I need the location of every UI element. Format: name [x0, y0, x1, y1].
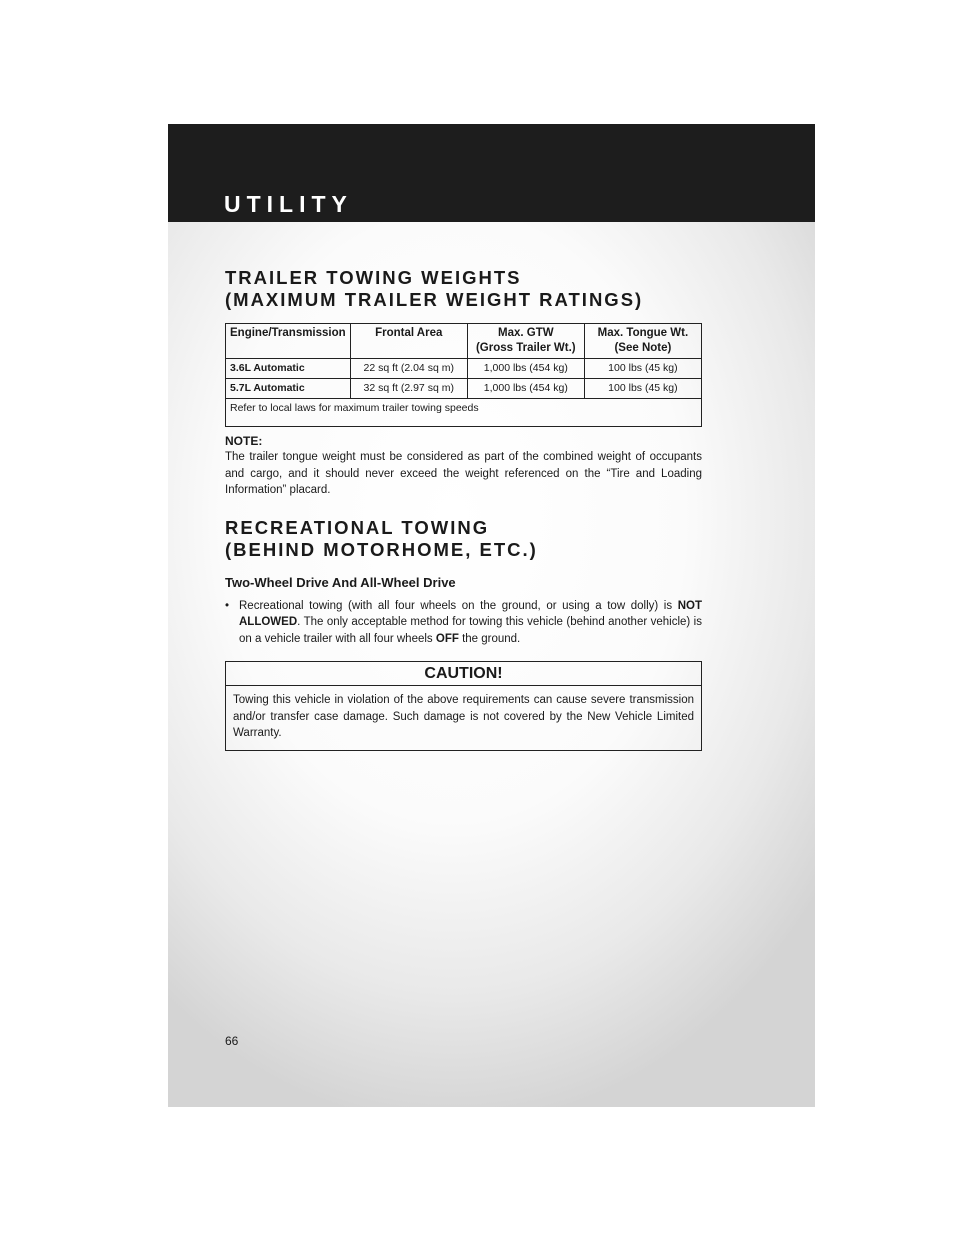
heading-line: TRAILER TOWING WEIGHTS	[225, 267, 522, 288]
table-row	[226, 359, 702, 379]
table-header-row	[226, 324, 702, 359]
column-header	[350, 324, 467, 359]
caution-text: Towing this vehicle in violation of the above requirements can cause severe transmission and/or transfer case damage. Such damage is not covered by the New Vehicle Limited Warranty.	[233, 694, 694, 739]
drive-subheading: Two-Wheel Drive And All-Wheel Drive	[225, 574, 456, 590]
bullet-emphasis: OFF	[435, 632, 459, 645]
table-footnote-row	[226, 399, 702, 427]
table-cell: 32 sq ft (2.97 sq m)	[350, 379, 467, 399]
bullet-icon: •	[225, 599, 230, 612]
caution-title: CAUTION!	[226, 662, 701, 686]
manual-page	[168, 124, 815, 1107]
column-header-line: (See Note)	[614, 342, 672, 354]
heading-line: (MAXIMUM TRAILER WEIGHT RATINGS)	[225, 289, 644, 310]
note-text: The trailer tongue weight must be considered as part of the combined weight of occupants and cargo, and it should never exceed the weight referenced on the “Tire and Loading Information” placard.	[225, 451, 702, 496]
table-cell: 5.7L Automatic	[226, 379, 351, 399]
table-row	[226, 379, 702, 399]
column-header	[226, 324, 351, 359]
table-cell: 3.6L Automatic	[226, 359, 351, 379]
bullet-emphasis: NOT ALLOWED	[239, 599, 702, 628]
section-title: UTILITY	[224, 191, 353, 217]
table-cell: 1,000 lbs (454 kg)	[467, 379, 584, 399]
column-header	[467, 324, 584, 359]
note-label: NOTE:	[225, 434, 263, 448]
column-header-line: Frontal Area	[375, 327, 443, 339]
bullet-text: the ground.	[458, 632, 521, 645]
bullet-text: Recreational towing (with all four wheels on the ground, or using a tow dolly) is	[239, 599, 678, 612]
column-header-line: Engine/Transmission	[230, 327, 346, 339]
bullet-item	[225, 598, 702, 648]
header-band	[168, 124, 815, 222]
bullet-text: . The only acceptable method for towing this vehicle (behind another vehicle) is on a vehicle trailer with all four wheels	[239, 616, 702, 645]
table-cell: 22 sq ft (2.04 sq m)	[350, 359, 467, 379]
column-header-line: Max. GTW	[498, 327, 554, 339]
heading-line: (BEHIND MOTORHOME, ETC.)	[225, 538, 538, 560]
caution-box	[225, 661, 702, 751]
towing-weights-heading	[225, 267, 702, 311]
recreational-towing-heading	[225, 517, 702, 561]
page-content	[225, 267, 702, 751]
heading-line: RECREATIONAL TOWING	[225, 516, 490, 538]
table-cell: 100 lbs (45 kg)	[584, 359, 701, 379]
column-header-line: Max. Tongue Wt.	[597, 327, 689, 339]
page-number: 66	[225, 1034, 239, 1048]
table-cell: 1,000 lbs (454 kg)	[467, 359, 584, 379]
table-cell: 100 lbs (45 kg)	[584, 379, 701, 399]
column-header-line: (Gross Trailer Wt.)	[475, 342, 576, 354]
towing-weights-table	[225, 323, 702, 427]
table-footnote: Refer to local laws for maximum trailer towing speeds	[226, 399, 702, 427]
column-header	[584, 324, 701, 359]
